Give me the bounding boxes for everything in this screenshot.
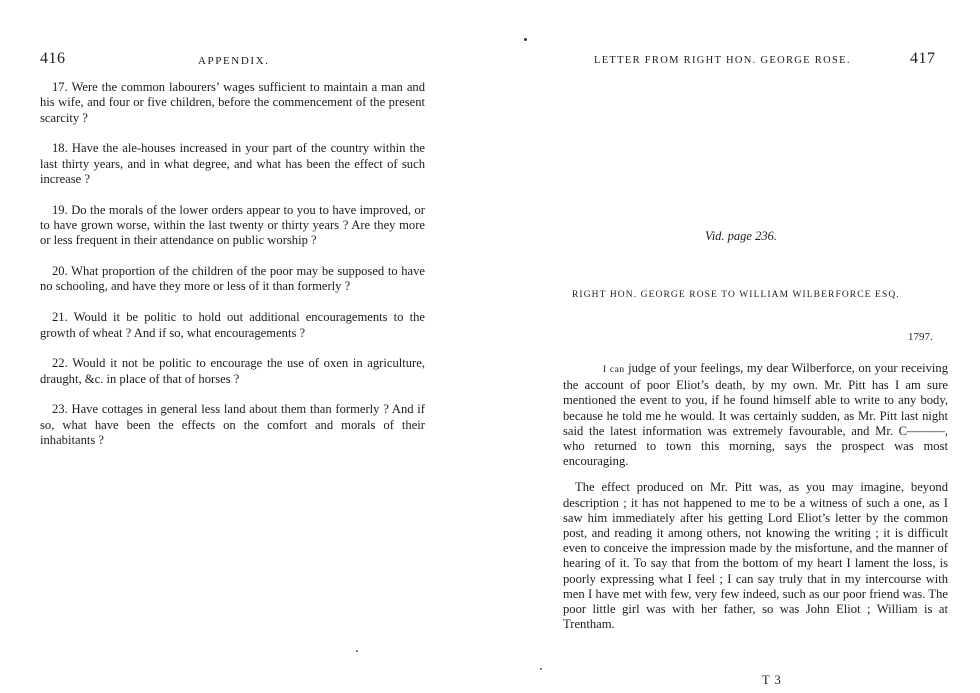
running-head-right: LETTER FROM RIGHT HON. GEORGE ROSE. xyxy=(594,55,851,66)
vid-reference: Vid. page 236. xyxy=(705,229,777,243)
running-head-left: APPENDIX. xyxy=(198,55,270,67)
right-page xyxy=(490,0,980,693)
letter-title: RIGHT HON. GEORGE ROSE TO WILLIAM WILBERFORCE ESQ. xyxy=(572,290,900,300)
question-17: 17. Were the common labourers’ wages sufficient to maintain a man and his wife, and four or five children, before the commencement of the present scarcity ? xyxy=(40,80,425,125)
questions-list xyxy=(40,80,425,464)
question-21: 21. Would it be politic to hold out additional encouragements to the growth of wheat ? And if so, what encouragements ? xyxy=(40,310,425,340)
paper-speck xyxy=(356,650,358,652)
question-18: 18. Have the ale-houses increased in your part of the country within the last thirty years, and in what degree, and what has been the effect of such increase ? xyxy=(40,141,425,186)
letter-paragraph-1 xyxy=(563,361,948,469)
letter-body xyxy=(563,361,948,643)
paragraph-1-text: judge of your feelings, my dear Wilberforce, on your receiving the account of poor Eliot’s death, by my own. Mr. Pitt has I am sure mentioned the event to you, if he found himself able to write to any body, because he told me he would. It was certainly sudden, as Mr. Pitt last night said the latest information was extremely favourable, and Mr. C———, who returned to town this morning, says the prospect was most encouraging. xyxy=(563,361,948,469)
signature-mark: T 3 xyxy=(762,673,782,687)
question-19: 19. Do the morals of the lower orders appear to you to have improved, or to have grown worse, within the last twenty or thirty years ? Are they more or less frequent in their attendance on public worship ? xyxy=(40,202,425,248)
letter-year: 1797. xyxy=(908,331,933,343)
letter-paragraph-2: The effect produced on Mr. Pitt was, as you may imagine, beyond description ; it has not happened to me to be a witness of such a one, as I saw him immediately after his getting Lord Eliot’s letter by the common post, and reading it among others, not knowing the writing ; it is difficult even to conceive the impression made by the misfortune, and the manner of hearing of it. To say that from the bottom of my heart I lament the loss, is poorly expressing what I feel ; I can say truly that in my intercourse with men I have met with few, very few indeed, such as our poor friend was. The poor little girl was with her father, so was John Eliot ; William is at Trentham. xyxy=(563,480,948,632)
question-23: 23. Have cottages in general less land about them than formerly ? And if so, what have been the effects on the comfort and morals of their inhabitants ? xyxy=(40,402,425,448)
question-20: 20. What proportion of the children of the poor may be supposed to have no schooling, and have they more or less of it than formerly ? xyxy=(40,264,425,294)
paper-speck xyxy=(540,668,542,670)
question-22: 22. Would it not be politic to encourage the use of oxen in agriculture, draught, &c. in place of that of horses ? xyxy=(40,356,425,386)
page-number-left: 416 xyxy=(40,50,66,67)
paragraph-lead-in: I can xyxy=(603,365,625,375)
page-number-right: 417 xyxy=(910,50,936,67)
